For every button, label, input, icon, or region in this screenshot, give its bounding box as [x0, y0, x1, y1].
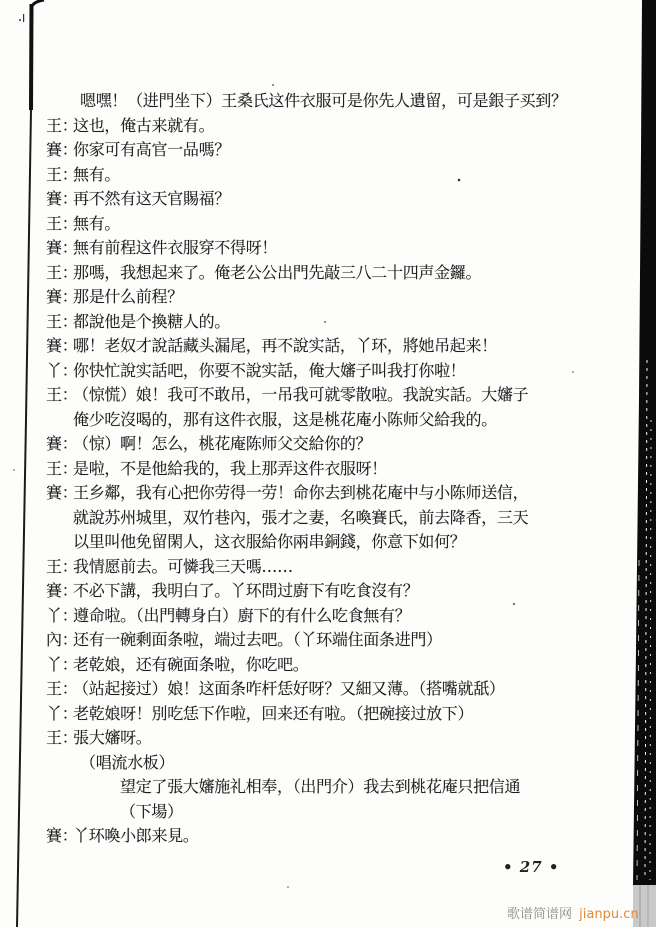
dialogue-line	[0, 482, 640, 504]
dialogue-line	[0, 556, 640, 578]
line-text: （站起接过）娘！这面条咋杆恁好呀？又細又薄。（搭嘴就舐）	[73, 679, 505, 698]
line-text: 老乾娘，还有碗面条啦，你吃吧。	[73, 654, 309, 674]
watermark	[507, 903, 639, 922]
stage-direction	[0, 801, 640, 823]
dialogue-line	[0, 188, 640, 210]
dialogue-line	[0, 311, 640, 333]
dialogue-continuation	[0, 409, 640, 431]
speaker-label: 賽：	[46, 581, 78, 600]
line-text: 以里叫他免留閑人，这衣服給你兩串銅錢，你意下如何？	[73, 532, 466, 551]
speaker-label: 王：	[46, 262, 78, 282]
line-text: 是啦，不是他給我的，我上那弄这件衣服呀！	[73, 458, 388, 478]
line-text: （唱流水板）	[80, 752, 175, 772]
speaker-label: 賽：	[46, 826, 78, 845]
dialogue-line	[0, 262, 640, 284]
line-text: 你家可有高官一品嗎？	[73, 140, 231, 159]
line-text: 还有一碗剩面条啦，端过去吧。（丫环端住面条进門）	[73, 630, 442, 649]
line-text: 再不然有这天官賜福？	[73, 189, 231, 208]
watermark-site-name: 歌谱简谱网	[507, 907, 573, 922]
dialogue-line	[0, 605, 640, 627]
sung-verse	[0, 776, 640, 798]
speaker-label: 賽：	[46, 287, 78, 306]
speaker-label: 內：	[46, 630, 78, 649]
line-text: 就說苏州城里，双竹巷內，張才之妻，名喚賽氏，前去降香，三天	[73, 507, 529, 527]
speaker-label: 王：	[46, 679, 78, 698]
dialogue-line	[0, 727, 640, 749]
dialogue-line	[0, 335, 640, 357]
dialogue-continuation	[0, 531, 640, 553]
line-text: 我情愿前去。可憐我三天嗎……	[73, 556, 293, 576]
line-text: 哪！老奴才說話藏头漏尾，再不說实話，丫环，將她吊起来！	[73, 336, 497, 355]
dialogue-continuation	[0, 507, 640, 529]
line-text: 王乡鄰，我有心把你劳得一劳！命你去到桃花庵中与小陈师送信，	[73, 483, 529, 502]
line-text: 無有。	[73, 213, 121, 233]
dialogue-line	[0, 629, 640, 651]
dialogue-line	[0, 825, 640, 847]
dialogue-line	[0, 678, 640, 700]
line-text: 遵命啦。（出門轉身白）廚下的有什么吃食無有？	[73, 605, 411, 625]
dialogue-line	[0, 433, 640, 455]
speaker-label: 王：	[46, 115, 78, 135]
speaker-label: 賽：	[46, 434, 78, 453]
speaker-label: 賽：	[46, 483, 78, 502]
dialogue-line	[0, 213, 640, 235]
watermark-domain: jianpu.cn	[579, 907, 639, 922]
stage-direction	[0, 752, 640, 774]
line-text: 張大嬸呀。	[73, 728, 152, 747]
speaker-label: 賽：	[46, 336, 78, 355]
speaker-label: 賽：	[46, 238, 78, 257]
speaker-label: 王：	[46, 728, 78, 747]
line-text: 那嗎，我想起来了。俺老公公出門先敲三八二十四声金鑼。	[73, 262, 482, 282]
line-text: 望定了張大嬸施礼相奉，（出門介）我去到桃花庵只把信通	[120, 777, 521, 796]
line-text: 無有前程这件衣服穿不得呀！	[73, 238, 278, 257]
speaker-label: 王：	[46, 311, 78, 331]
speaker-label: 王：	[46, 385, 78, 404]
line-text: 不必下講，我明白了。丫环問过廚下有吃食沒有？	[73, 581, 419, 600]
stage-line	[0, 90, 640, 112]
dialogue-line	[0, 164, 640, 186]
page-number: • 27 •	[503, 858, 560, 876]
dialogue-line	[0, 703, 640, 725]
line-text: 嗯嘿！（进門坐下）王桑氏这件衣服可是你先人遺留，可是銀子买到？	[80, 91, 567, 110]
line-text: （惊慌）娘！我可不敢吊，一吊我可就零散啦。我說实話。大嬸子	[73, 385, 529, 404]
dialogue-line	[0, 458, 640, 480]
speaker-label: 丫：	[46, 654, 78, 674]
line-text: 俺少吃沒喝的，那有这件衣服，这是桃花庵小陈师父給我的。	[73, 409, 497, 429]
dialogue-line	[0, 115, 640, 137]
line-text: 那是什么前程？	[73, 287, 183, 306]
line-text: 老乾娘呀！別吃恁下作啦，回来还有啦。（把碗接过放下）	[73, 703, 474, 723]
dialogue-line	[0, 237, 640, 259]
dialogue-line	[0, 654, 640, 676]
line-text: 都說他是个換糖人的。	[73, 311, 231, 331]
speaker-label: 王：	[46, 164, 78, 184]
line-text: 無有。	[73, 164, 121, 184]
speaker-label: 丫：	[46, 703, 78, 723]
speaker-label: 王：	[46, 213, 78, 233]
speaker-label: 丫：	[46, 360, 78, 380]
dialogue-line	[0, 384, 640, 406]
dialogue-line	[0, 286, 640, 308]
dialogue-line	[0, 360, 640, 382]
speaker-label: 王：	[46, 556, 78, 576]
speaker-label: 賽：	[46, 189, 78, 208]
line-text: （惊）啊！怎么，桃花庵陈师父交給你的？	[73, 434, 372, 453]
line-text: 这也，俺古来就有。	[73, 115, 215, 135]
speaker-label: 王：	[46, 458, 78, 478]
line-text: （下場）	[120, 801, 183, 821]
line-text: 丫环喚小郎来見。	[73, 826, 199, 845]
dialogue-line	[0, 139, 640, 161]
speaker-label: 賽：	[46, 140, 78, 159]
dialogue-line	[0, 580, 640, 602]
speaker-label: 丫：	[46, 605, 78, 625]
line-text: 你快忙說实話吧，你要不說实話，俺大嬸子叫我打你啦！	[73, 360, 466, 380]
